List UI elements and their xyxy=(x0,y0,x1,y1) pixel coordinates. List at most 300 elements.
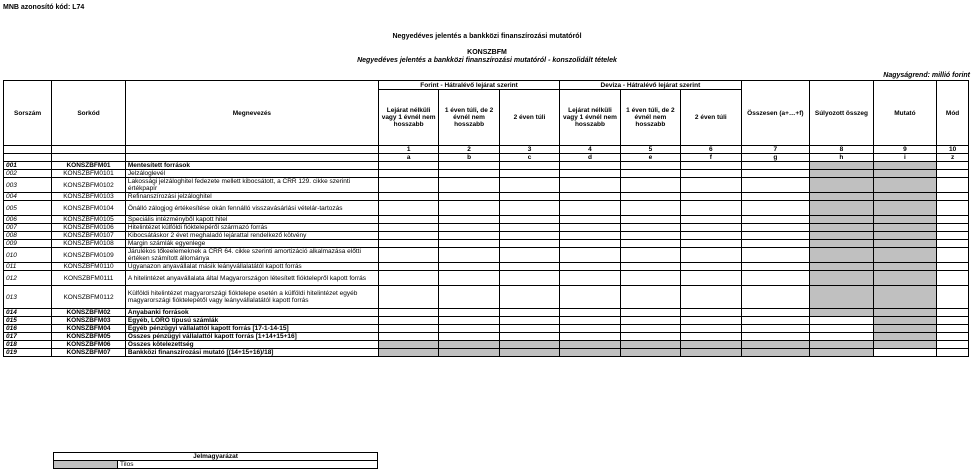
row-number: 015 xyxy=(4,317,52,325)
row-name: Speciális intézményből kapott hitel xyxy=(125,216,378,224)
data-cell[interactable] xyxy=(681,216,741,224)
data-cell[interactable] xyxy=(378,224,438,232)
data-cell[interactable] xyxy=(439,170,499,178)
data-cell[interactable] xyxy=(810,232,874,240)
data-cell[interactable] xyxy=(620,333,680,341)
data-cell[interactable] xyxy=(560,271,620,286)
table-row xyxy=(4,232,969,240)
header-sub-1: Lejárat nélküli vagy 1 évnél nem hosszabb xyxy=(378,90,438,146)
data-cell[interactable] xyxy=(681,263,741,271)
data-cell[interactable] xyxy=(439,193,499,201)
data-cell[interactable] xyxy=(620,271,680,286)
table-row xyxy=(4,349,969,357)
data-cell[interactable] xyxy=(499,201,559,216)
data-cell[interactable] xyxy=(439,333,499,341)
data-cell[interactable] xyxy=(810,170,874,178)
col-letter: f xyxy=(681,154,741,162)
header-megnevezes: Megnevezés xyxy=(125,81,378,146)
data-cell[interactable] xyxy=(937,170,969,178)
data-cell[interactable] xyxy=(810,240,874,248)
data-cell[interactable] xyxy=(378,333,438,341)
data-cell[interactable] xyxy=(681,349,741,357)
data-cell[interactable] xyxy=(378,248,438,263)
row-number: 005 xyxy=(4,201,52,216)
data-cell[interactable] xyxy=(681,178,741,193)
data-cell[interactable] xyxy=(560,170,620,178)
col-number: 2 xyxy=(439,146,499,154)
data-cell[interactable] xyxy=(681,232,741,240)
report-code: KONSZBFM xyxy=(467,49,507,56)
data-cell[interactable] xyxy=(741,286,810,309)
data-cell[interactable] xyxy=(560,341,620,349)
data-cell[interactable] xyxy=(499,216,559,224)
data-cell[interactable] xyxy=(499,240,559,248)
col-letter: b xyxy=(439,154,499,162)
data-cell[interactable] xyxy=(560,286,620,309)
data-cell[interactable] xyxy=(741,216,810,224)
data-cell[interactable] xyxy=(937,325,969,333)
row-number: 012 xyxy=(4,271,52,286)
table-body xyxy=(4,162,969,357)
col-letter: c xyxy=(499,154,559,162)
data-cell[interactable] xyxy=(620,170,680,178)
data-cell[interactable] xyxy=(378,349,438,357)
row-number: 008 xyxy=(4,232,52,240)
data-cell[interactable] xyxy=(810,193,874,201)
data-cell[interactable] xyxy=(681,286,741,309)
data-cell[interactable] xyxy=(620,201,680,216)
data-cell[interactable] xyxy=(560,263,620,271)
row-name: Anyabanki források xyxy=(125,309,378,317)
data-cell[interactable] xyxy=(439,162,499,170)
data-cell[interactable] xyxy=(937,224,969,232)
data-cell[interactable] xyxy=(810,309,874,317)
data-cell[interactable] xyxy=(873,162,937,170)
row-name: Ugyanazon anyavállalat másik leányvállalatától kapott forrás xyxy=(125,263,378,271)
data-cell[interactable] xyxy=(741,248,810,263)
data-cell[interactable] xyxy=(873,170,937,178)
data-cell[interactable] xyxy=(741,240,810,248)
data-cell[interactable] xyxy=(560,240,620,248)
data-cell[interactable] xyxy=(873,216,937,224)
data-cell[interactable] xyxy=(499,317,559,325)
data-cell[interactable] xyxy=(937,333,969,341)
row-number: 003 xyxy=(4,178,52,193)
table-row xyxy=(4,341,969,349)
row-number: 007 xyxy=(4,224,52,232)
data-cell[interactable] xyxy=(741,317,810,325)
data-cell[interactable] xyxy=(937,309,969,317)
data-cell[interactable] xyxy=(499,263,559,271)
data-cell[interactable] xyxy=(560,201,620,216)
data-cell[interactable] xyxy=(439,341,499,349)
data-cell[interactable] xyxy=(378,271,438,286)
row-code: KONSZBFM01 xyxy=(52,162,126,170)
data-cell[interactable] xyxy=(378,317,438,325)
row-name: Refinanszírozási jelzáloghitel xyxy=(125,193,378,201)
row-number: 016 xyxy=(4,325,52,333)
table-row xyxy=(4,309,969,317)
data-cell[interactable] xyxy=(560,224,620,232)
col-number: 4 xyxy=(560,146,620,154)
data-cell[interactable] xyxy=(439,317,499,325)
data-cell[interactable] xyxy=(681,317,741,325)
report-title: Negyedéves jelentés a bankközi finanszírozási mutatóról xyxy=(392,33,582,40)
header-sub-6: 2 éven túli xyxy=(681,90,741,146)
row-number: 002 xyxy=(4,170,52,178)
data-cell[interactable] xyxy=(937,240,969,248)
data-cell[interactable] xyxy=(810,201,874,216)
table-row xyxy=(4,333,969,341)
data-cell[interactable] xyxy=(937,162,969,170)
header-sorszam: Sorszám xyxy=(4,81,52,146)
table-row xyxy=(4,178,969,193)
col-number: 10 xyxy=(937,146,969,154)
data-cell[interactable] xyxy=(741,193,810,201)
legend-swatch xyxy=(54,461,118,469)
data-cell[interactable] xyxy=(620,216,680,224)
data-cell[interactable] xyxy=(378,240,438,248)
data-cell[interactable] xyxy=(560,232,620,240)
data-cell[interactable] xyxy=(499,224,559,232)
row-name: Önálló zálogjog értékesítése okán fennálló visszavásárlási vételár-tartozás xyxy=(125,201,378,216)
data-cell[interactable] xyxy=(378,263,438,271)
row-code: KONSZBFM0109 xyxy=(52,248,126,263)
row-code: KONSZBFM07 xyxy=(52,349,126,357)
row-number: 018 xyxy=(4,341,52,349)
data-cell[interactable] xyxy=(873,286,937,309)
data-cell[interactable] xyxy=(620,224,680,232)
row-number: 014 xyxy=(4,309,52,317)
table-row xyxy=(4,193,969,201)
data-cell[interactable] xyxy=(560,317,620,325)
data-cell[interactable] xyxy=(873,333,937,341)
data-cell[interactable] xyxy=(873,349,937,357)
data-cell[interactable] xyxy=(439,309,499,317)
legend-tilos-label: Tilos xyxy=(118,461,378,469)
data-cell[interactable] xyxy=(873,248,937,263)
data-cell[interactable] xyxy=(620,349,680,357)
row-code: KONSZBFM06 xyxy=(52,341,126,349)
data-cell[interactable] xyxy=(439,240,499,248)
data-cell[interactable] xyxy=(937,263,969,271)
row-number: 013 xyxy=(4,286,52,309)
data-cell[interactable] xyxy=(499,325,559,333)
data-cell[interactable] xyxy=(873,240,937,248)
data-cell[interactable] xyxy=(560,162,620,170)
table-row xyxy=(4,201,969,216)
header-forint-group: Forint - Hátralévő lejárat szerint xyxy=(378,81,559,90)
legend-title: Jelmagyarázat xyxy=(54,453,378,461)
header-sub-4: Lejárat nélküli vagy 1 évnél nem hosszabb xyxy=(560,90,620,146)
row-name: Egyéb, LORO típusú számlák xyxy=(125,317,378,325)
data-cell[interactable] xyxy=(560,216,620,224)
data-cell[interactable] xyxy=(378,341,438,349)
data-cell[interactable] xyxy=(378,170,438,178)
report-subtitle: Negyedéves jelentés a bankközi finanszírozási mutatóról - konszolidált tételek xyxy=(357,57,617,64)
table-row xyxy=(4,325,969,333)
row-number: 019 xyxy=(4,349,52,357)
data-cell[interactable] xyxy=(378,286,438,309)
data-cell[interactable] xyxy=(499,170,559,178)
data-cell[interactable] xyxy=(378,162,438,170)
header-sulyozott: Súlyozott összeg xyxy=(810,81,874,146)
table-row xyxy=(4,263,969,271)
data-cell[interactable] xyxy=(560,349,620,357)
row-number: 004 xyxy=(4,193,52,201)
data-cell[interactable] xyxy=(810,317,874,325)
data-cell[interactable] xyxy=(873,317,937,325)
col-number: 8 xyxy=(810,146,874,154)
data-cell[interactable] xyxy=(937,286,969,309)
data-cell[interactable] xyxy=(810,286,874,309)
data-cell[interactable] xyxy=(499,349,559,357)
table-row xyxy=(4,286,969,309)
data-cell[interactable] xyxy=(499,333,559,341)
data-cell[interactable] xyxy=(937,201,969,216)
data-cell[interactable] xyxy=(937,178,969,193)
data-cell[interactable] xyxy=(620,162,680,170)
data-cell[interactable] xyxy=(681,193,741,201)
row-code: KONSZBFM0101 xyxy=(52,170,126,178)
data-cell[interactable] xyxy=(620,248,680,263)
row-number: 017 xyxy=(4,333,52,341)
report-table xyxy=(3,80,969,357)
data-cell[interactable] xyxy=(378,309,438,317)
table-row xyxy=(4,248,969,263)
data-cell[interactable] xyxy=(499,193,559,201)
table-row xyxy=(4,240,969,248)
data-cell[interactable] xyxy=(560,325,620,333)
data-cell[interactable] xyxy=(937,193,969,201)
data-cell[interactable] xyxy=(873,341,937,349)
data-cell[interactable] xyxy=(439,178,499,193)
data-cell[interactable] xyxy=(681,309,741,317)
row-number: 009 xyxy=(4,240,52,248)
data-cell[interactable] xyxy=(681,170,741,178)
table-row xyxy=(4,224,969,232)
data-cell[interactable] xyxy=(741,325,810,333)
row-name: Hitelintézet külföldi fióktelepéről származó forrás xyxy=(125,224,378,232)
data-cell[interactable] xyxy=(937,248,969,263)
data-cell[interactable] xyxy=(873,263,937,271)
data-cell[interactable] xyxy=(560,193,620,201)
data-cell[interactable] xyxy=(873,201,937,216)
data-cell[interactable] xyxy=(499,248,559,263)
row-code: KONSZBFM0108 xyxy=(52,240,126,248)
data-cell[interactable] xyxy=(741,201,810,216)
row-code: KONSZBFM0104 xyxy=(52,201,126,216)
row-code: KONSZBFM0111 xyxy=(52,271,126,286)
legend xyxy=(53,452,378,469)
data-cell[interactable] xyxy=(681,271,741,286)
data-cell[interactable] xyxy=(499,341,559,349)
header-deviza-group: Deviza - Hátralévő lejárat szerint xyxy=(560,81,741,90)
data-cell[interactable] xyxy=(439,232,499,240)
table-row xyxy=(4,170,969,178)
header-sub-2: 1 éven túli, de 2 évnél nem hosszabb xyxy=(439,90,499,146)
data-cell[interactable] xyxy=(681,248,741,263)
mnb-code: MNB azonosító kód: L74 xyxy=(3,4,85,11)
row-name: Bankközi finanszírozási mutató [(14+15+16)/18] xyxy=(125,349,378,357)
data-cell[interactable] xyxy=(681,341,741,349)
data-cell[interactable] xyxy=(681,162,741,170)
data-cell[interactable] xyxy=(873,232,937,240)
col-letter: i xyxy=(873,154,937,162)
col-letter: g xyxy=(741,154,810,162)
data-cell[interactable] xyxy=(439,325,499,333)
data-cell[interactable] xyxy=(681,325,741,333)
data-cell[interactable] xyxy=(873,224,937,232)
data-cell[interactable] xyxy=(499,271,559,286)
data-cell[interactable] xyxy=(620,317,680,325)
row-code: KONSZBFM0102 xyxy=(52,178,126,193)
header-sub-5: 1 éven túli, de 2 évnél nem hosszabb xyxy=(620,90,680,146)
data-cell[interactable] xyxy=(439,349,499,357)
data-cell[interactable] xyxy=(937,232,969,240)
data-cell[interactable] xyxy=(378,216,438,224)
row-code: KONSZBFM0105 xyxy=(52,216,126,224)
data-cell[interactable] xyxy=(439,263,499,271)
row-code: KONSZBFM0103 xyxy=(52,193,126,201)
table-row xyxy=(4,216,969,224)
data-cell[interactable] xyxy=(937,341,969,349)
data-cell[interactable] xyxy=(560,248,620,263)
data-cell[interactable] xyxy=(741,263,810,271)
data-cell[interactable] xyxy=(620,193,680,201)
header-osszesen: Összesen (a+…+f) xyxy=(741,81,810,146)
data-cell[interactable] xyxy=(439,216,499,224)
row-code: KONSZBFM0112 xyxy=(52,286,126,309)
col-number: 7 xyxy=(741,146,810,154)
data-cell[interactable] xyxy=(810,271,874,286)
data-cell[interactable] xyxy=(499,286,559,309)
data-cell[interactable] xyxy=(620,240,680,248)
data-cell[interactable] xyxy=(937,271,969,286)
data-cell[interactable] xyxy=(620,178,680,193)
row-code: KONSZBFM0106 xyxy=(52,224,126,232)
row-name: A hitelintézet anyavállalata által Magyarországon létesített fióktelepről kapott forrás xyxy=(125,271,378,286)
table-row xyxy=(4,271,969,286)
data-cell[interactable] xyxy=(810,178,874,193)
data-cell[interactable] xyxy=(560,178,620,193)
row-name: Egyéb pénzügyi vállalattól kapott forrás [17-1-14-15] xyxy=(125,325,378,333)
row-code: KONSZBFM0110 xyxy=(52,263,126,271)
row-name: Járulékos tőkeelemeknek a CRR 64. cikke szerinti amortizáció alkalmazása előtti értéken számított állománya xyxy=(125,248,378,263)
data-cell[interactable] xyxy=(681,224,741,232)
row-code: KONSZBFM02 xyxy=(52,309,126,317)
data-cell[interactable] xyxy=(937,349,969,357)
data-cell[interactable] xyxy=(810,263,874,271)
col-letter: d xyxy=(560,154,620,162)
col-letter: h xyxy=(810,154,874,162)
data-cell[interactable] xyxy=(741,224,810,232)
data-cell[interactable] xyxy=(741,333,810,341)
header-mod: Mód xyxy=(937,81,969,146)
data-cell[interactable] xyxy=(681,201,741,216)
row-name: Kibocsátáskor 2 évet meghaladó lejárattal rendelkező kötvény xyxy=(125,232,378,240)
data-cell[interactable] xyxy=(499,232,559,240)
data-cell[interactable] xyxy=(741,162,810,170)
data-cell[interactable] xyxy=(620,263,680,271)
row-number: 006 xyxy=(4,216,52,224)
data-cell[interactable] xyxy=(873,309,937,317)
data-cell[interactable] xyxy=(499,178,559,193)
data-cell[interactable] xyxy=(439,286,499,309)
data-cell[interactable] xyxy=(439,271,499,286)
row-number: 001 xyxy=(4,162,52,170)
data-cell[interactable] xyxy=(810,216,874,224)
data-cell[interactable] xyxy=(620,309,680,317)
data-cell[interactable] xyxy=(810,325,874,333)
data-cell[interactable] xyxy=(378,232,438,240)
row-name: Margin számlák egyenlege xyxy=(125,240,378,248)
data-cell[interactable] xyxy=(873,271,937,286)
data-cell[interactable] xyxy=(439,201,499,216)
data-cell[interactable] xyxy=(810,224,874,232)
row-name: Összes pénzügyi vállalattól kapott forrás [1+14+15+16] xyxy=(125,333,378,341)
data-cell[interactable] xyxy=(810,341,874,349)
data-cell[interactable] xyxy=(499,162,559,170)
header-mutato: Mutató xyxy=(873,81,937,146)
col-number: 6 xyxy=(681,146,741,154)
data-cell[interactable] xyxy=(741,309,810,317)
data-cell[interactable] xyxy=(439,248,499,263)
data-cell[interactable] xyxy=(620,286,680,309)
data-cell[interactable] xyxy=(741,271,810,286)
col-letter: z xyxy=(937,154,969,162)
data-cell[interactable] xyxy=(378,325,438,333)
header-sub-3: 2 éven túli xyxy=(499,90,559,146)
data-cell[interactable] xyxy=(681,333,741,341)
data-cell[interactable] xyxy=(873,325,937,333)
data-cell[interactable] xyxy=(499,309,559,317)
data-cell[interactable] xyxy=(378,178,438,193)
data-cell[interactable] xyxy=(560,309,620,317)
row-code: KONSZBFM05 xyxy=(52,333,126,341)
data-cell[interactable] xyxy=(378,201,438,216)
data-cell[interactable] xyxy=(741,349,810,357)
col-letter: e xyxy=(620,154,680,162)
data-cell[interactable] xyxy=(439,224,499,232)
row-code: KONSZBFM0107 xyxy=(52,232,126,240)
row-name: Külföldi hitelintézet magyarországi fióktelepe esetén a külföldi hitelintézet egyéb magyarországi fióktelepétől vagy leányvállalatától kapott forrás xyxy=(125,286,378,309)
data-cell[interactable] xyxy=(378,193,438,201)
data-cell[interactable] xyxy=(741,341,810,349)
data-cell[interactable] xyxy=(810,333,874,341)
data-cell[interactable] xyxy=(620,325,680,333)
data-cell[interactable] xyxy=(937,317,969,325)
data-cell[interactable] xyxy=(937,216,969,224)
col-number: 9 xyxy=(873,146,937,154)
data-cell[interactable] xyxy=(741,178,810,193)
row-name: Lakossági jelzáloghitel fedezete mellett kibocsátott, a CRR 129. cikke szerinti értékpapír xyxy=(125,178,378,193)
data-cell[interactable] xyxy=(873,193,937,201)
data-cell[interactable] xyxy=(741,170,810,178)
data-cell[interactable] xyxy=(741,232,810,240)
data-cell[interactable] xyxy=(810,248,874,263)
data-cell[interactable] xyxy=(810,162,874,170)
data-cell[interactable] xyxy=(873,178,937,193)
col-letter: a xyxy=(378,154,438,162)
data-cell[interactable] xyxy=(560,333,620,341)
data-cell[interactable] xyxy=(620,232,680,240)
row-name: Összes kötelezettség xyxy=(125,341,378,349)
data-cell[interactable] xyxy=(810,349,874,357)
header-sorkod: Sorkód xyxy=(52,81,126,146)
data-cell[interactable] xyxy=(620,341,680,349)
data-cell[interactable] xyxy=(681,240,741,248)
